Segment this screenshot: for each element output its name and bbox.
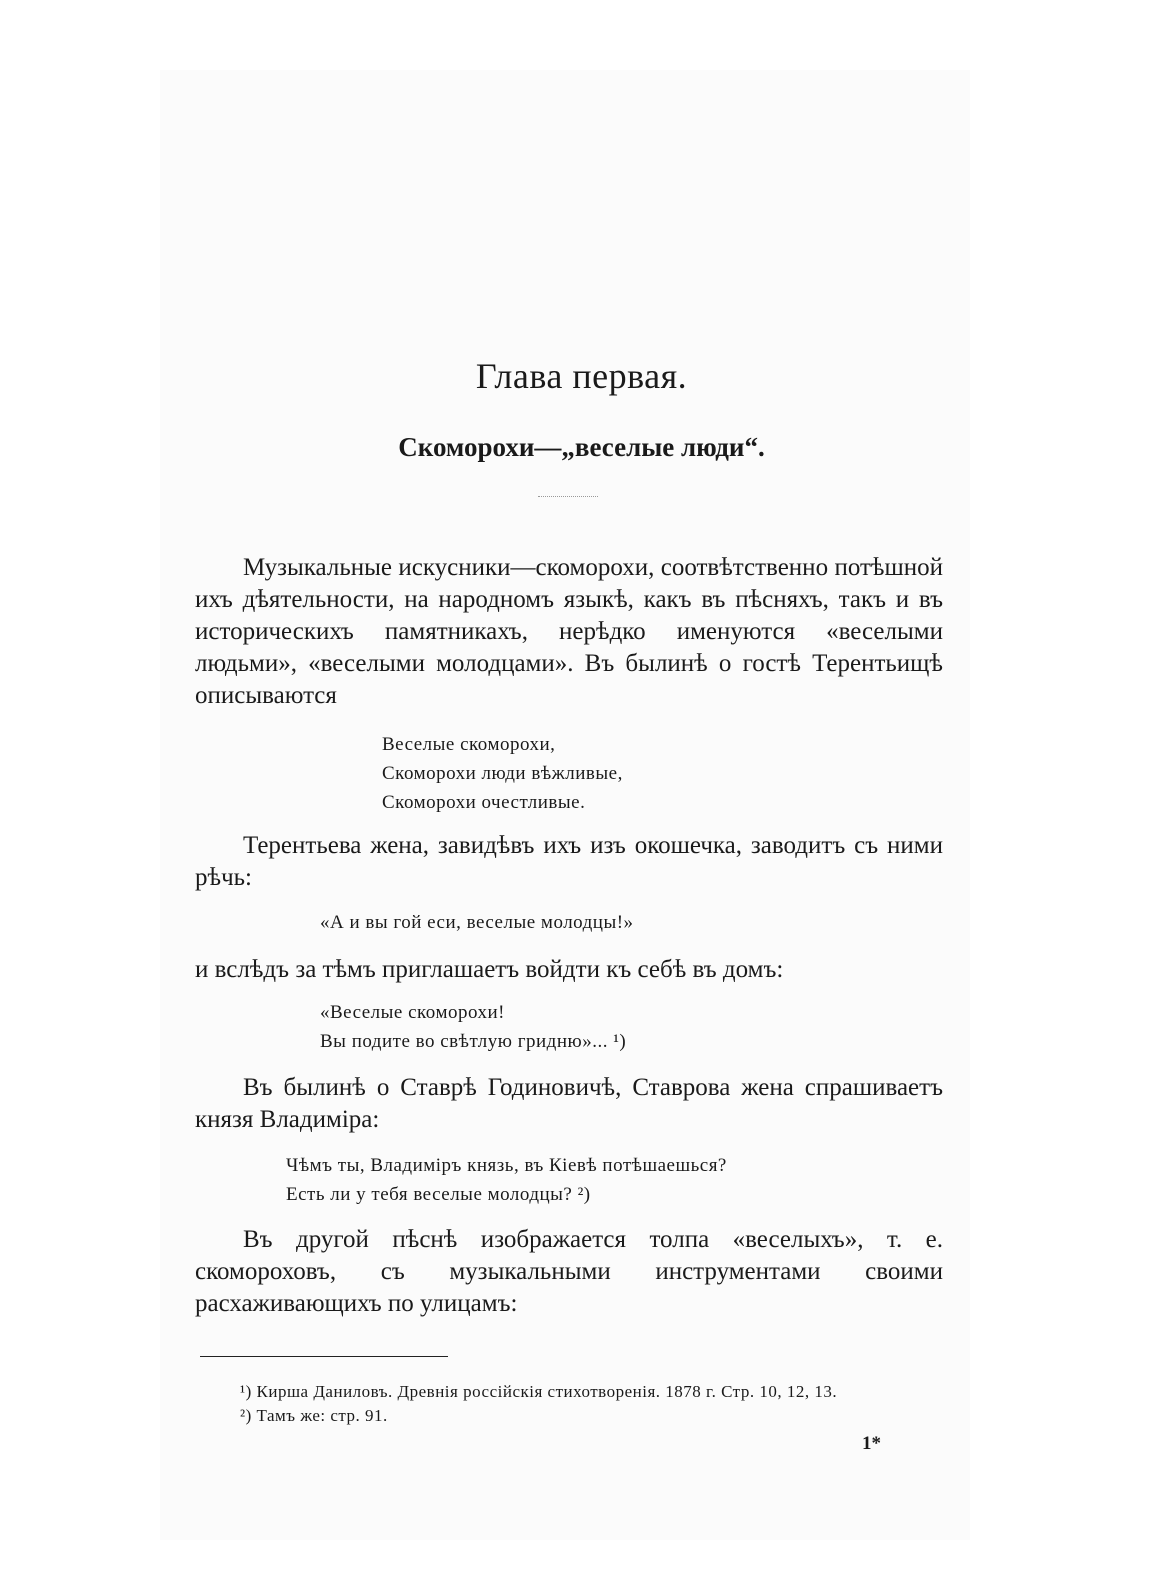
paragraph-3: и вслѣдъ за тѣмъ приглашаетъ войдти къ себѣ въ домъ:	[195, 956, 784, 983]
paragraph-1: Музыкальные искусники—скоморохи, соотвѣтственно потѣшной ихъ дѣятельности, на народномъ языкѣ, какъ въ пѣсняхъ, такъ и въ историческихъ памятникахъ, нерѣдко именуются «веселыми людьми», «веселыми молодцами». Въ былинѣ о гостѣ Терентьищѣ описываются	[195, 554, 943, 709]
verse-line: Чѣмъ ты, Владиміръ князь, въ Кіевѣ потѣшаешься?	[286, 1155, 727, 1176]
page-number: 1*	[862, 1433, 881, 1454]
verse-line: Вы подите во свѣтлую гридню»... ¹)	[320, 1031, 627, 1052]
ornament-divider	[538, 496, 598, 497]
verse-2	[320, 908, 634, 937]
verse-line: «Веселые скоморохи!	[320, 1002, 505, 1023]
verse-line: Есть ли у тебя веселые молодцы? ²)	[286, 1184, 591, 1205]
chapter-subtitle: Скоморохи—„веселые люди“.	[398, 432, 765, 462]
verse-1	[382, 730, 623, 817]
paragraph-4: Въ былинѣ о Ставрѣ Годиновичѣ, Ставрова жена спрашиваетъ князя Владиміра:	[195, 1074, 943, 1133]
paragraph-5: Въ другой пѣснѣ изображается толпа «веселыхъ», т. е. скомороховъ, съ музыкальными инструментами своими расхаживающихъ по улицамъ:	[195, 1226, 943, 1317]
verse-line: Скоморохи люди вѣжливые,	[382, 763, 623, 784]
footnotes	[240, 1380, 837, 1428]
verse-line: Скоморохи очестливые.	[382, 792, 586, 813]
chapter-title: Глава первая.	[475, 356, 688, 396]
verse-line: Веселые скоморохи,	[382, 734, 556, 755]
verse-4	[286, 1151, 727, 1209]
footnote-2: ²) Тамъ же: стр. 91.	[240, 1406, 388, 1425]
verse-3	[320, 998, 626, 1056]
verse-line: «А и вы гой еси, веселые молодцы!»	[320, 912, 634, 933]
paragraph-2: Терентьева жена, завидѣвъ ихъ изъ окошечка, заводитъ съ ними рѣчь:	[195, 832, 943, 891]
footnote-1: ¹) Кирша Даниловъ. Древнія россійскія стихотворенія. 1878 г. Стр. 10, 12, 13.	[240, 1382, 838, 1401]
footnote-rule	[200, 1356, 448, 1357]
